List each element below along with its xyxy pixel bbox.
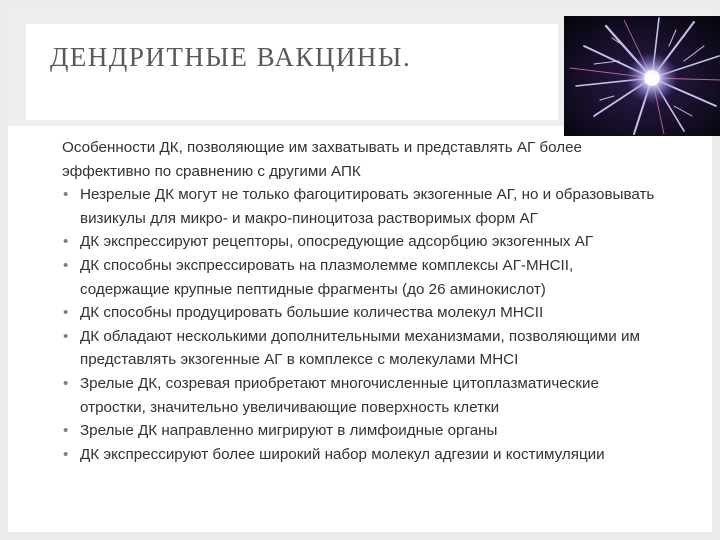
- list-item-text: ДК способны продуцировать большие количества молекул MHCII: [80, 304, 544, 322]
- dendritic-cell-image: [564, 16, 720, 136]
- list-item: [62, 183, 662, 230]
- slide-title: ДЕНДРИТНЫЕ ВАКЦИНЫ.: [50, 42, 412, 72]
- list-item-text: Зрелые ДК, созревая приобретают многочисленные цитоплазматические отростки, значительно увеличивающие поверхность клетки: [80, 374, 599, 416]
- list-item: [62, 443, 662, 467]
- list-item-text: Незрелые ДК могут не только фагоцитировать экзогенные АГ, но и образовывать визикулы для микро- и макро-пиноцитоза растворимых форм АГ: [80, 186, 655, 227]
- bullet-list: [62, 183, 662, 466]
- list-item-text: ДК экспрессируют рецепторы, опосредующие адсорбцию экзогенных АГ: [80, 233, 594, 251]
- slide-body: [62, 136, 662, 466]
- lead-paragraph: Особенности ДК, позволяющие им захватывать и представлять АГ более эффективно по сравнению с другими АПК: [62, 139, 582, 180]
- bullet-icon: •: [63, 186, 69, 204]
- bullet-icon: •: [63, 256, 69, 274]
- list-item: [62, 372, 662, 419]
- bullet-icon: •: [63, 327, 69, 345]
- bullet-icon: •: [63, 233, 69, 251]
- list-item-text: Зрелые ДК направленно мигрируют в лимфоидные органы: [80, 422, 498, 440]
- slide: [8, 8, 712, 532]
- list-item-text: ДК способны экспрессировать на плазмолемме комплексы АГ-MHCII, содержащие крупные пептидные фрагменты (до 26 аминокислот): [80, 256, 574, 298]
- list-item: [62, 301, 662, 325]
- bullet-icon: •: [63, 445, 69, 463]
- dendritic-cell-micrograph-icon: [564, 16, 720, 136]
- bullet-icon: •: [63, 422, 69, 440]
- list-item: [62, 325, 662, 372]
- list-item-text: ДК экспрессируют более широкий набор молекул адгезии и костимуляции: [80, 445, 605, 463]
- list-item: [62, 254, 662, 301]
- list-item: [62, 419, 662, 443]
- list-item-text: ДК обладают несколькими дополнительными механизмами, позволяющими им представлять экзогенные АГ в комплексе с молекулами MHCI: [80, 327, 640, 369]
- bullet-icon: •: [63, 374, 69, 392]
- list-item: [62, 230, 662, 254]
- bullet-icon: •: [63, 304, 69, 322]
